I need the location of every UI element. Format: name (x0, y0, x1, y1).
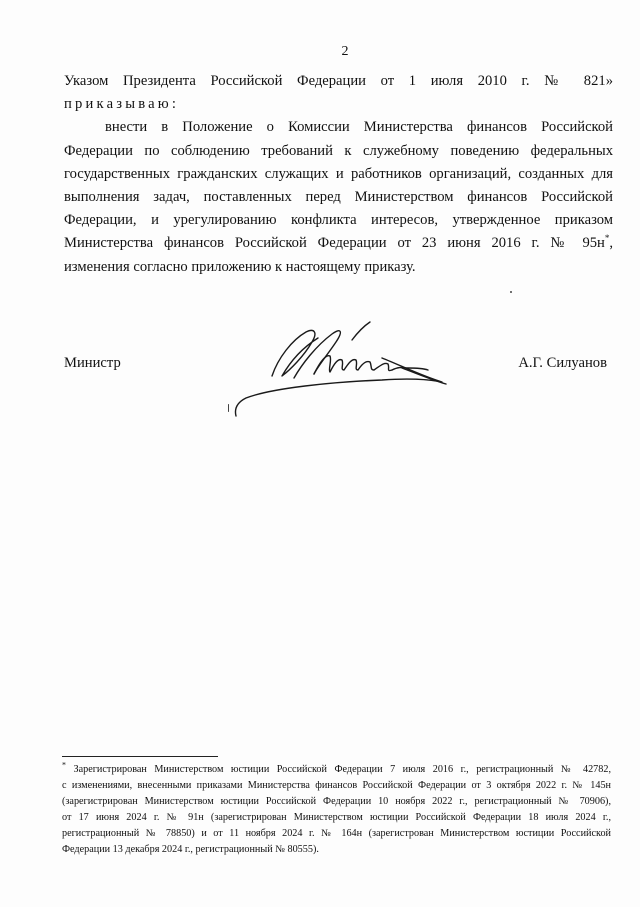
paragraph-decree-reference (64, 70, 613, 116)
handwritten-signature (232, 318, 462, 418)
signatory-name: А.Г. Силуанов (518, 355, 607, 371)
text-line: выполнения задач, поставленных перед Министерством финансов Российской (64, 189, 613, 206)
order-body (64, 70, 613, 279)
text-line: государственных гражданских служащих и работников организаций, созданных для (64, 165, 613, 182)
footnote-line: Федерации 13 декабря 2024 г., регистрационный № 80555). (62, 844, 319, 855)
footnote-line (62, 762, 611, 778)
footnote-line: регистрационный № 78850) и от 11 ноября 2024 г. № 164н (зарегистрован Министерством юстиции Российской (62, 828, 611, 839)
text-line: Федерации по соблюдению требований к служебному поведению федеральных (64, 142, 613, 159)
text-line: Министерства финансов Российской Федерации от 23 июня 2016 г. № 95н (64, 235, 605, 252)
footnote (62, 762, 611, 858)
page-number: 2 (341, 44, 349, 59)
text-line: Указом Президента Российской Федерации от 1 июля 2010 г. № 821» (64, 73, 613, 89)
footnote-line: от 17 июня 2024 г. № 91н (зарегистрирован Министерством юстиции Российской Федерации 18 июля 2024 г., (62, 812, 611, 823)
footnote-line: (зарегистрирован Министерством юстиции Российской Федерации 10 ноября 2022 г., регистрационный № 70906), (62, 796, 611, 807)
footnote-reference[interactable]: * (604, 233, 610, 244)
footnote-separator (62, 756, 218, 757)
paragraph-order-content (64, 116, 613, 278)
text-line-with-footnote: Министерства финансов Российской Федерации от 23 июня 2016 г. № 95н*, (64, 233, 613, 252)
footnote-line: с изменениями, внесенными приказами Министерства финансов Российской Федерации от 3 октября 2022 г. № 145н (62, 780, 611, 791)
scan-speck (228, 404, 229, 412)
order-verb: приказываю: (64, 96, 180, 113)
text-line: Федерации, и урегулированию конфликта интересов, утвержденное приказом (64, 212, 613, 229)
position-label: Министр (64, 355, 121, 371)
footnote-marker: * (62, 760, 66, 770)
footnote-text: Зарегистрирован Министерством юстиции Российской Федерации 7 июля 2016 г., регистрационный № 42782, (73, 764, 612, 775)
text-line: изменения согласно приложению к настоящему приказу. (64, 258, 416, 275)
text-line: внести в Положение о Комиссии Министерства финансов Российской (105, 119, 613, 136)
scan-speck (510, 291, 512, 293)
